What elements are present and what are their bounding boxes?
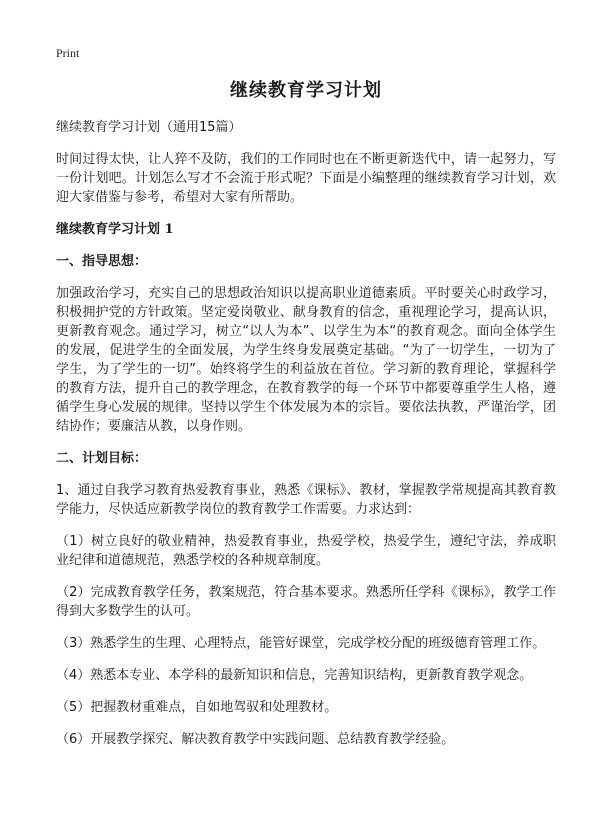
goal-item: （6）开展教学探究、解决教育教学中实践问题、总结教育教学经验。 xyxy=(56,732,455,747)
guiding-thought-paragraph: 加强政治学习，充实自己的思想政治知识以提高职业道德素质。平时要关心时政学习，积极拥护党的方针政策。坚定爱岗敬业、献身教育的信念，重视理论学习，提高认识，更新教育观念。通过学习，树立“以人为本”、以学生为本“的教育观念。面向全体学生的发展，促进学生的全面发展，为学生终身发展奠定基础。“为了一切学生，一切为了学生，为了学生的一切”。始终将学生的利益放在首位。学习新的教育理论，掌握科学的教育方法，提升自己的教学理念，在教育教学的每一个环节中都要尊重学生人格，遵循学生身心发展的规律。坚持以学生个体发展为本的宗旨。要依法执教，严谨治学，团结协作；要廉洁从教，以身作则。 xyxy=(56,286,556,434)
page-title: 继续教育学习计划 xyxy=(230,80,382,101)
print-link[interactable]: Print xyxy=(56,46,80,60)
goal-item: （3）熟悉学生的生理、心理特点，能管好课堂，完成学校分配的班级德育管理工作。 xyxy=(56,636,546,651)
plan-goals-intro: 1、通过自我学习教育热爱教育事业，熟悉《课标》、教材，掌握教学常规提高其教育教学能力，尽快适应新教学岗位的教育教学工作需要。力求达到： xyxy=(56,483,556,517)
document-subtitle: 继续教育学习计划（通用15篇） xyxy=(56,120,242,135)
intro-paragraph: 时间过得太快，让人猝不及防，我们的工作同时也在不断更新迭代中，请一起努力，写一份计划吧。计划怎么写才不会流于形式呢？下面是小编整理的继续教育学习计划，欢迎大家借鉴与参考，希望对大家有所帮助。 xyxy=(56,152,556,205)
goal-item: （1）树立良好的敬业精神，热爱教育事业，热爱学校，热爱学生，遵纪守法，养成职业纪律和道德规范，熟悉学校的各种规章制度。 xyxy=(56,534,556,568)
goal-item: （5）把握教材重难点，自如地驾驭和处理教材。 xyxy=(56,700,338,715)
section-heading-guiding-thought: 一、指导思想： xyxy=(56,254,148,269)
section-heading-plan-goals: 二、计划目标： xyxy=(56,451,148,466)
goal-item: （2）完成教育教学任务，教案规范，符合基本要求。熟悉所任学科《课标》，教学工作得到大多数学生的认可。 xyxy=(56,585,556,619)
goal-item: （4）熟悉本专业、本学科的最新知识和信息，完善知识结构，更新教育教学观念。 xyxy=(56,668,533,683)
document-body xyxy=(56,76,556,762)
article-heading: 继续教育学习计划 1 xyxy=(56,222,174,237)
